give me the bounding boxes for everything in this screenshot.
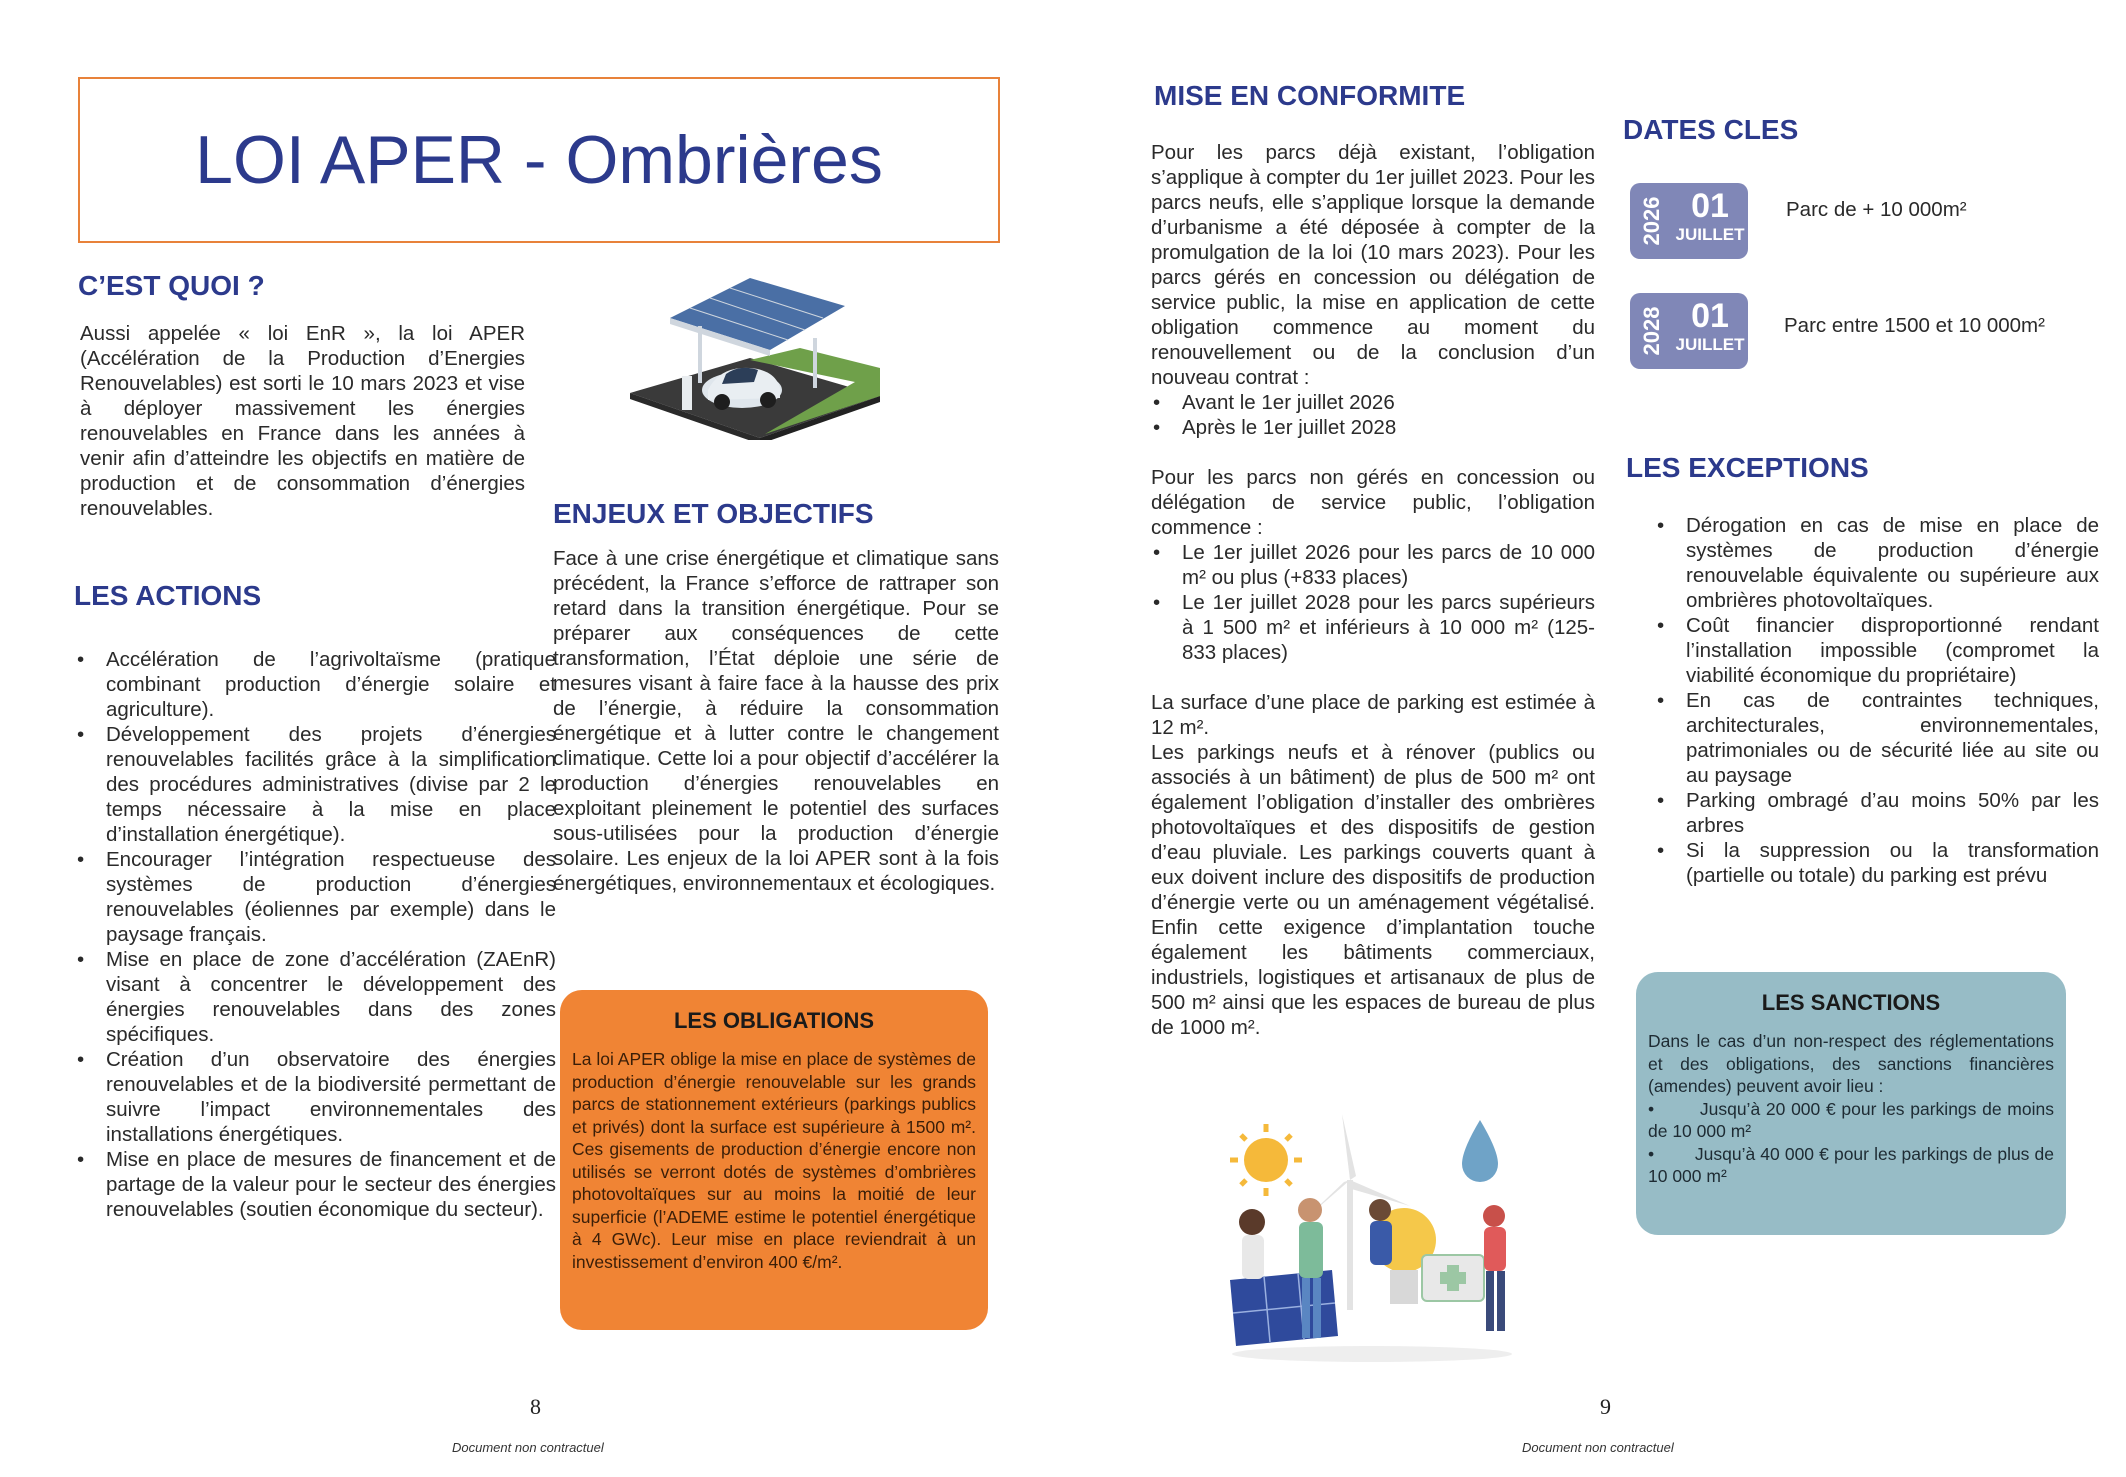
sanction-text: Jusqu’à 40 000 € pour les parkings de plus de 10 000 m²: [1648, 1143, 2054, 1186]
actions-list: [75, 647, 556, 1222]
obligations-heading: LES OBLIGATIONS: [673, 1008, 875, 1033]
date-label: Parc entre 1500 et 10 000m²: [1784, 314, 2045, 337]
enjeux-text: Face à une crise énergétique et climatique sans précédent, la France s’efforce de rattraper son retard dans la transition énergétique. Pour se préparer aux conséquences de cette transformation, l’État déploie une série de mesures visant à faire face à la hausse des prix de l’énergie, à réduire la consommation énergétique et à lutter contre le changement climatique. Cette loi a pour objectif d’accélérer la production d’énergies renouvelables en exploitant pleinement le potentiel des surfaces sous-utilisées pour la production d’énergie solaire. Les enjeux de la loi APER sont à la fois énergétiques, environnementaux et écologiques.: [553, 547, 999, 895]
conformite-section: [1151, 140, 1595, 1040]
list-item: • Jusqu’à 20 000 € pour les parkings de moins de 10 000 m²: [1648, 1098, 2054, 1141]
obligations-text: La loi APER oblige la mise en place de systèmes de production d’énergie renouvelable sur les grands parcs de stationnement extérieurs (parkings publics et privés) dont la surface est supérieure à 1500 m². Ces gisements de production d’énergie encore non utilisés se verront dotés de systèmes d’ombrières photovoltaïques sur au moins la moitié de leur superficie (l’ADEME estime le potentiel énergétique à 4 GWc). Leur mise en place reviendrait à un investissement d’environ 400 €/m².: [572, 1049, 976, 1272]
list-item: • Mise en place de mesures de financement et de partage de la valeur pour le secteur des énergies renouvelables (soutien économique du secteur).: [106, 1147, 556, 1222]
date-item: [1630, 293, 1748, 369]
date-badge: [1630, 183, 1748, 259]
conformite-intro: Pour les parcs déjà existant, l’obligation s’applique à compter du 1er juillet 2023. Pour les parcs neufs, elle s’applique lorsque la demande d’urbanisme a été déposée à compter de la promulgation de la loi (10 mars 2023). Pour les parcs gérés en concession ou délégation de service public, la mise en application de cette obligation commence au moment du renouvellement ou de la conclusion d’un nouveau contrat :: [1151, 141, 1595, 389]
date-badge: [1630, 293, 1748, 369]
obligations-box: [560, 990, 988, 1330]
cest-quoi-text: Aussi appelée « loi EnR », la loi APER (Accélération de la Production d’Energies Renouvelables) est sorti le 10 mars 2023 et vise à déployer massivement les énergies renouvelables en France dans les années à venir afin d’atteindre les objectifs en matière de production et de consommation d’énergies renouvelables.: [80, 322, 525, 520]
date-year: 2028: [1639, 306, 1664, 356]
renewable-people-illustration: [1222, 1110, 1522, 1366]
list-item: • En cas de contraintes techniques, architecturales, environnementales, patrimoniales ou de sécurité liée au site ou au paysage: [1686, 688, 2099, 788]
list-item: • Jusqu’à 40 000 € pour les parkings de plus de 10 000 m²: [1648, 1143, 2054, 1186]
list-item: • Accélération de l’agrivoltaïsme (pratique combinant production d’énergie solaire et agriculture).: [106, 647, 556, 722]
sanctions-intro: Dans le cas d’un non-respect des réglementations et des obligations, des sanctions financières (amendes) peuvent avoir lieu :: [1648, 1031, 2054, 1096]
page-number-left: 8: [530, 1394, 541, 1419]
actions-heading: LES ACTIONS: [74, 580, 262, 611]
cest-quoi-heading: C’EST QUOI ?: [78, 270, 265, 301]
dates-heading: DATES CLES: [1623, 114, 1799, 145]
list-item: • Création d’un observatoire des énergies renouvelables et de la biodiversité permettant de suivre l’impact environnementales des installations énergétiques.: [106, 1047, 556, 1147]
list-item: • Encourager l’intégration respectueuse des systèmes de production d’énergies renouvelables (éoliennes par exemple) dans le paysage français.: [106, 847, 556, 947]
list-item: • Le 1er juillet 2026 pour les parcs de 10 000 m² ou plus (+833 places): [1182, 540, 1595, 590]
solar-carport-illustration: [630, 278, 880, 440]
sanctions-heading: LES SANCTIONS: [1761, 990, 1941, 1015]
page-title: LOI APER - Ombrières: [195, 122, 883, 198]
list-item: • Mise en place de zone d’accélération (ZAEnR) visant à concentrer le développement des énergies renouvelables dans des zones spécifiques.: [106, 947, 556, 1047]
list-item: • Dérogation en cas de mise en place de systèmes de production d’énergie renouvelable équivalente ou supérieure aux ombrières photovoltaïques.: [1686, 513, 2099, 613]
footer-right: Document non contractuel: [1522, 1440, 1674, 1455]
exceptions-heading: LES EXCEPTIONS: [1626, 452, 1869, 483]
enjeux-heading: ENJEUX ET OBJECTIFS: [553, 498, 874, 529]
date-item: [1630, 183, 1748, 259]
list-item: • Avant le 1er juillet 2026: [1182, 390, 1595, 415]
date-month: JUILLET: [1675, 335, 1745, 354]
list-item: • Développement des projets d’énergies renouvelables facilités grâce à la simplification des procédures administratives (divise par 2 le temps nécessaire à la mise en place d’installation énergétique).: [106, 722, 556, 847]
list-item: • Coût financier disproportionné rendant l’installation impossible (compromet la viabilité économique du propriétaire): [1686, 613, 2099, 688]
conformite-list-2: [1151, 540, 1595, 665]
sanctions-box: [1636, 972, 2066, 1235]
conformite-heading: MISE EN CONFORMITE: [1154, 80, 1466, 111]
list-item: • Après le 1er juillet 2028: [1182, 415, 1595, 440]
conformite-para-2: Pour les parcs non gérés en concession ou délégation de service public, l’obligation commence :: [1151, 466, 1595, 539]
conformite-para-4: Les parkings neufs et à rénover (publics ou associés à un bâtiment) de plus de 500 m² ont également l’obligation d’installer des ombrières photovoltaïques et des dispositifs de gestion d’eau pluviale. Les parkings couverts quant à eux doivent inclure des dispositifs de production d’énergie verte ou un aménagement végétalisé. Enfin cette exigence d’implantation touche également les bâtiments commerciaux, industriels, logistiques et artisanaux de plus de 500 m² ainsi que les espaces de bureau de plus de 1000 m².: [1151, 741, 1595, 1039]
date-month: JUILLET: [1675, 225, 1745, 244]
conformite-list-1: [1151, 390, 1595, 440]
sanction-text: Jusqu’à 20 000 € pour les parkings de moins de 10 000 m²: [1648, 1098, 2054, 1141]
page-number-right: 9: [1600, 1394, 1611, 1419]
date-day: 01: [1691, 187, 1729, 225]
conformite-para-3: La surface d’une place de parking est estimée à 12 m².: [1151, 691, 1595, 739]
exceptions-list: [1655, 513, 2099, 888]
footer-left: Document non contractuel: [452, 1440, 604, 1455]
date-day: 01: [1691, 297, 1729, 335]
list-item: • Le 1er juillet 2028 pour les parcs supérieurs à 1 500 m² et inférieurs à 10 000 m² (125-833 places): [1182, 590, 1595, 665]
date-year: 2026: [1639, 196, 1664, 246]
list-item: • Si la suppression ou la transformation (partielle ou totale) du parking est prévu: [1686, 838, 2099, 888]
list-item: • Parking ombragé d’au moins 50% par les arbres: [1686, 788, 2099, 838]
date-label: Parc de + 10 000m²: [1786, 198, 1967, 221]
title-box: [78, 77, 1000, 243]
